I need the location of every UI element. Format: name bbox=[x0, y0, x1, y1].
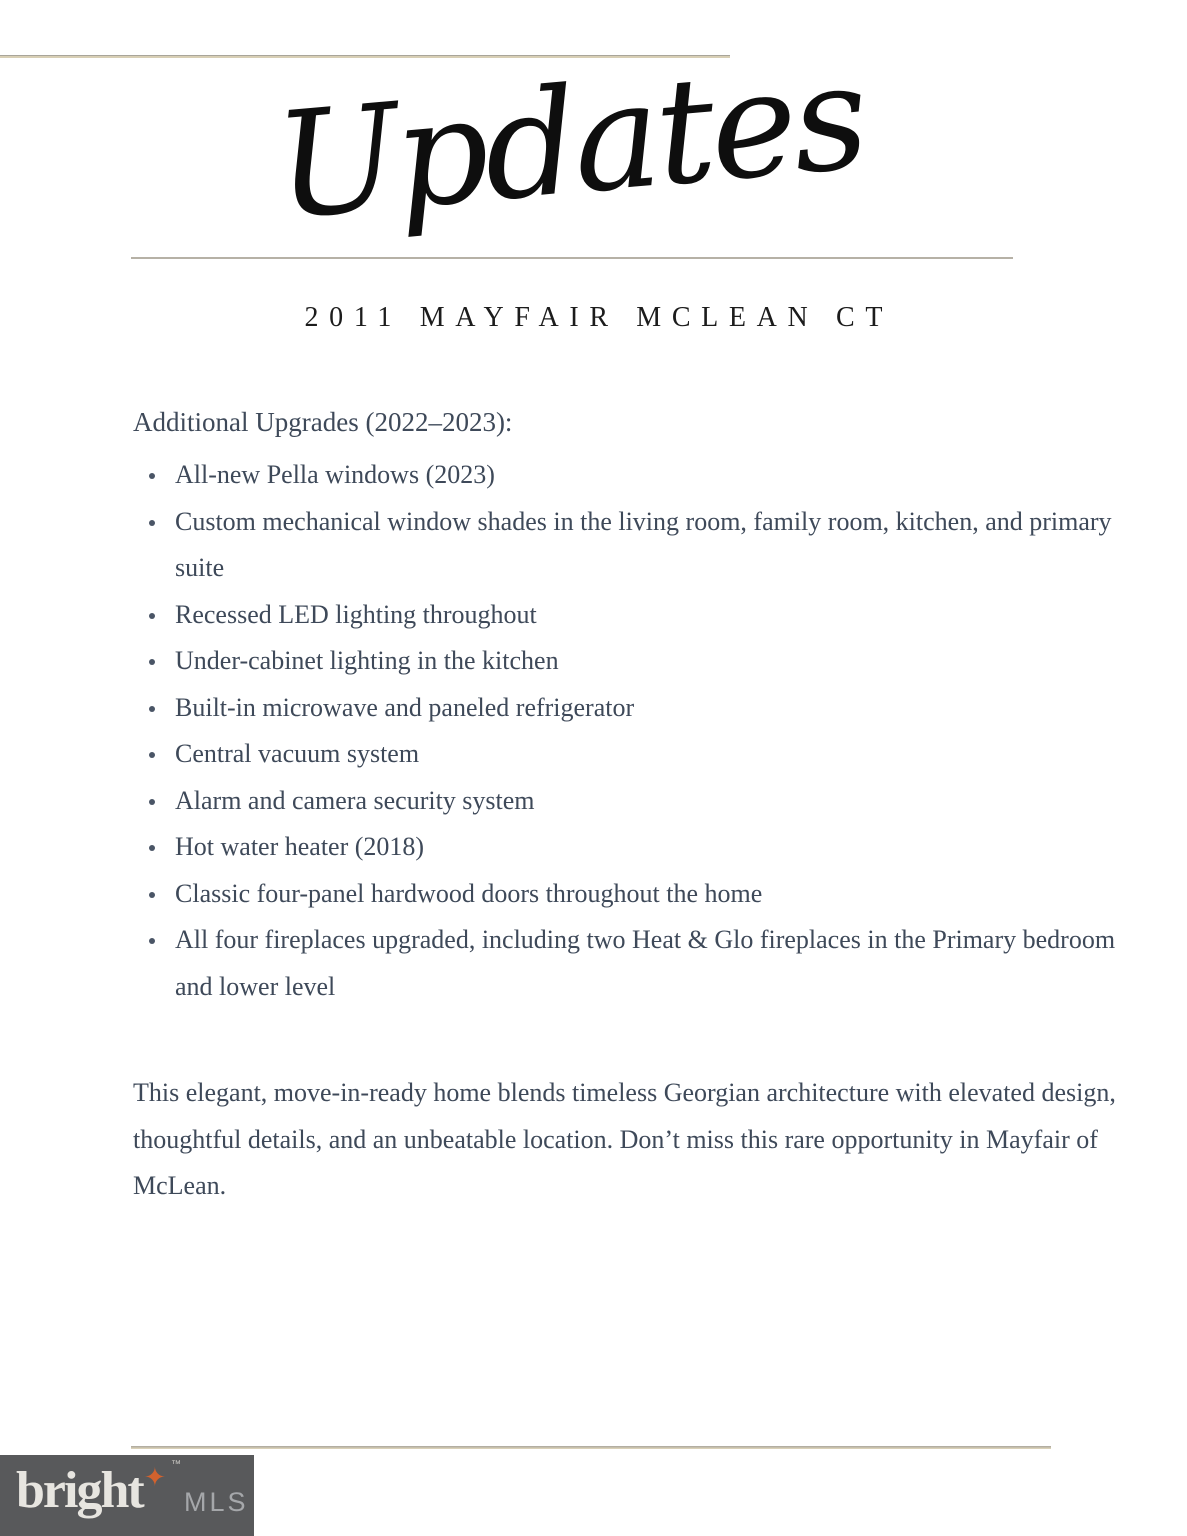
sparkle-star-icon: ✦ bbox=[144, 1463, 166, 1493]
closing-paragraph: This elegant, move-in-ready home blends timeless Georgian architecture with elevated design, thoughtful details, and an unbeatable location. Don’t miss this rare opportunity in Mayfair of McLean. bbox=[133, 1078, 1116, 1200]
bullet-icon bbox=[149, 706, 155, 712]
bullet-icon bbox=[149, 752, 155, 758]
bullet-icon bbox=[149, 938, 155, 944]
list-item-text: Classic four-panel hardwood doors throughout the home bbox=[175, 878, 763, 908]
list-item bbox=[175, 592, 1125, 639]
bright-mls-logo bbox=[0, 1455, 254, 1536]
list-item bbox=[175, 452, 1125, 499]
bright-logo-wordmark: bright bbox=[16, 1462, 143, 1519]
list-item-text: All-new Pella windows (2023) bbox=[175, 460, 495, 489]
list-item bbox=[175, 778, 1125, 825]
bottom-divider-line bbox=[131, 1446, 1051, 1449]
list-item-text: Alarm and camera security system bbox=[175, 785, 535, 815]
list-item bbox=[175, 917, 1125, 1010]
trademark-symbol: ™ bbox=[171, 1459, 181, 1470]
main-content bbox=[133, 400, 1178, 1236]
list-item-text: Hot water heater (2018) bbox=[175, 832, 425, 861]
list-item bbox=[175, 871, 1125, 918]
list-item bbox=[175, 685, 1125, 732]
bullet-icon bbox=[149, 845, 155, 851]
list-item-text: Recessed LED lighting throughout bbox=[175, 599, 537, 629]
bullet-icon bbox=[149, 613, 155, 619]
list-item-text: Central vacuum system bbox=[175, 739, 420, 768]
list-item bbox=[175, 499, 1125, 592]
mls-logo-text: MLS bbox=[184, 1487, 249, 1517]
bullet-icon bbox=[149, 473, 155, 479]
page-title-script: Updates bbox=[269, 31, 871, 253]
bullet-icon bbox=[149, 659, 155, 665]
bullet-icon bbox=[149, 520, 155, 526]
bullet-icon bbox=[149, 799, 155, 805]
upgrades-list bbox=[133, 452, 1125, 1010]
bullet-icon bbox=[149, 892, 155, 898]
property-address-subtitle: 2011 MAYFAIR MCLEAN CT bbox=[304, 302, 894, 333]
list-item-text: All four fireplaces upgraded, including two Heat & Glo fireplaces in the Primary bedroom and lower level bbox=[175, 925, 1116, 1001]
list-item bbox=[175, 731, 1125, 778]
list-item bbox=[175, 824, 1125, 871]
list-item-text: Under-cabinet lighting in the kitchen bbox=[175, 646, 559, 675]
list-item-text: Built-in microwave and paneled refrigerator bbox=[175, 692, 635, 722]
list-item bbox=[175, 638, 1125, 685]
upgrades-heading: Additional Upgrades (2022–2023): bbox=[133, 407, 513, 437]
list-item-text: Custom mechanical window shades in the living room, family room, kitchen, and primary suite bbox=[175, 506, 1112, 582]
